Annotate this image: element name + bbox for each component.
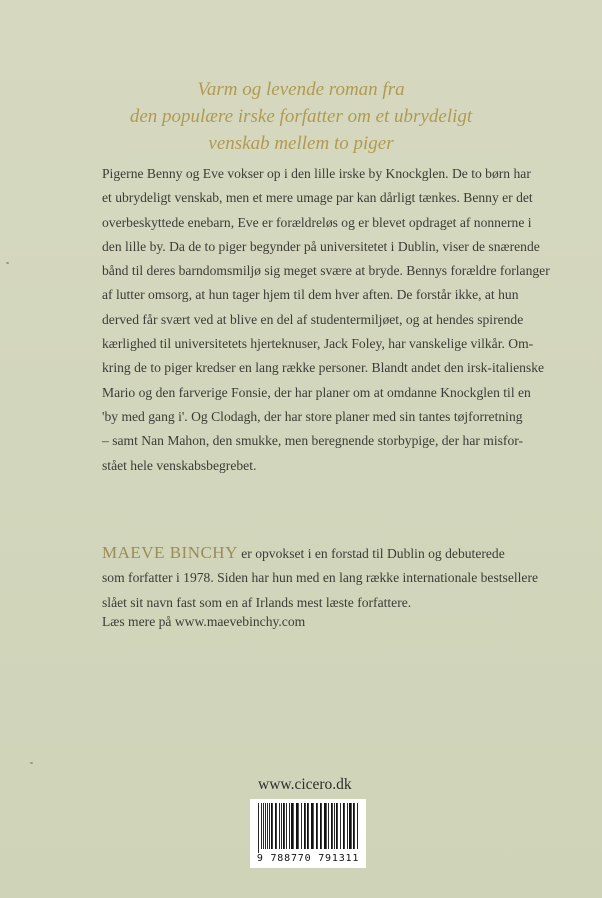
barcode-bar: [334, 803, 335, 849]
barcode-bar: [291, 803, 294, 849]
barcode-bar: [281, 803, 282, 849]
synopsis-line: kærlighed til universitetets hjerteknuser, Jack Foley, har vanskelige vilkår. Om-: [102, 336, 534, 352]
barcode-bar: [357, 803, 358, 849]
synopsis-line: derved får svært ved at blive en del af studentermiljøet, og at hendes spirende: [102, 311, 524, 327]
barcode-bar: [347, 803, 348, 849]
author-bio-text: er opvokset i en forstad til Dublin og debuterede: [237, 546, 505, 561]
barcode-bar: [311, 803, 314, 849]
synopsis-line: af lutter omsorg, at hun tager hjem til dem hver aften. De forstår ikke, at hun: [102, 287, 519, 303]
barcode-bar: [320, 803, 322, 849]
cover-speck: [30, 762, 33, 764]
barcode-bar: [353, 803, 355, 849]
barcode-bar: [304, 803, 306, 849]
barcode-bar: [340, 803, 341, 849]
barcode-bar: [279, 803, 280, 849]
barcode-bar: [263, 803, 264, 849]
barcode-bar: [261, 803, 262, 849]
barcode-bar: [286, 803, 287, 849]
author-name: MAEVE BINCHY: [102, 543, 238, 562]
publisher-website[interactable]: www.cicero.dk: [258, 776, 352, 793]
barcode-bar: [343, 803, 345, 849]
synopsis-line: kring de to piger kredser en lang række personer. Blandt andet den irsk-italienske: [102, 360, 545, 376]
barcode-bar: [301, 803, 302, 849]
synopsis-line: stået hele venskabsbegrebet.: [102, 457, 257, 473]
synopsis-line: et ubrydeligt venskab, men et mere umage par kan dårligt tænkes. Benny er det: [102, 190, 533, 206]
barcode-bar: [258, 803, 259, 853]
synopsis-line: – samt Nan Mahon, den smukke, men beregnende storbypige, der har misfor-: [102, 433, 524, 449]
author-bio-line: [102, 541, 505, 566]
barcode-bar: [331, 803, 333, 849]
barcode-bar: [324, 803, 327, 849]
barcode-bar: [349, 803, 352, 849]
synopsis-line: Pigerne Benny og Eve vokser op i den lille irske by Knockglen. De to børn har: [102, 166, 531, 181]
synopsis-line: Mario og den farverige Fonsie, der har planer om at omdanne Knockglen til en: [102, 384, 531, 400]
synopsis-line: den lille by. Da de to piger begynder på universitetet i Dublin, viser de snærende: [102, 238, 540, 254]
barcode-bar: [296, 803, 299, 849]
barcode-bar: [267, 803, 268, 849]
barcode-bar: [275, 803, 277, 849]
author-bio-line: slået sit navn fast som en af Irlands mest læste forfattere.: [102, 594, 412, 610]
barcode-bars: [256, 803, 360, 853]
barcode-bar: [269, 803, 270, 849]
synopsis-line: bånd til deres barndomsmiljø sig meget svære at bryde. Bennys forældre forlanger: [102, 263, 550, 279]
barcode-bar: [271, 803, 273, 849]
barcode-bar: [289, 803, 290, 849]
cover-speck: [6, 262, 9, 264]
read-more-link[interactable]: Læs mere på www.maevebinchy.com: [102, 614, 306, 629]
barcode-bar: [316, 803, 318, 849]
isbn-barcode: [250, 799, 366, 868]
synopsis-paragraph: [102, 162, 550, 478]
author-bio-line: som forfatter i 1978. Siden har hun med en lang række internationale bestsellere: [102, 570, 539, 586]
synopsis-line: 'by med gang i'. Og Clodagh, der har store planer med sin tantes tøjforretning: [102, 408, 523, 424]
barcode-bar: [336, 803, 338, 849]
tagline-blurb: [100, 76, 502, 157]
tagline-line: venskab mellem to piger: [208, 133, 394, 154]
tagline-line: Varm og levende roman fra: [197, 79, 405, 100]
barcode-bar: [265, 803, 266, 849]
tagline-line: den populære irske forfatter om et ubrydeligt: [129, 106, 473, 127]
barcode-bar: [283, 803, 285, 849]
synopsis-line: overbeskyttede enebarn, Eve er forældreløs og er blevet opdraget af nonnerne i: [102, 214, 532, 230]
author-bio: [102, 541, 539, 615]
barcode-bar: [328, 803, 329, 849]
barcode-bar: [307, 803, 309, 849]
barcode-digits: 9 788770 791311: [256, 853, 360, 864]
